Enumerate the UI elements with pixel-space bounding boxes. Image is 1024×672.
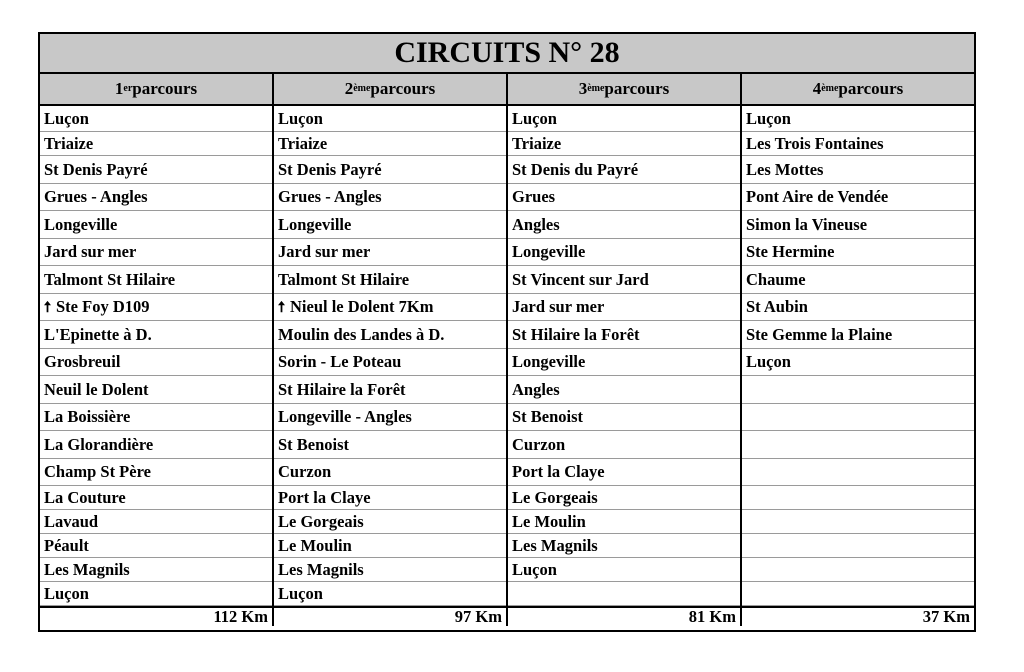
- header-number: 2: [344, 79, 354, 98]
- table-row: [40, 132, 272, 156]
- stop-name: Jard sur mer: [512, 297, 605, 316]
- header-label: parcours: [838, 79, 904, 98]
- stop-name: Lavaud: [44, 511, 99, 531]
- table-row: [742, 106, 974, 132]
- table-row: [40, 294, 272, 321]
- table-row: [40, 266, 272, 294]
- table-row: [742, 321, 974, 349]
- table-row: [742, 558, 974, 582]
- route-column-4: [742, 106, 974, 606]
- stop-name: Le Moulin: [278, 535, 352, 555]
- table-row: [274, 486, 506, 510]
- stop-name: St Benoist: [278, 434, 350, 454]
- table-title: CIRCUITS N° 28: [40, 34, 974, 74]
- column-header-1: [40, 74, 274, 104]
- table-body: [40, 106, 974, 606]
- arrow-up-icon: [278, 300, 285, 313]
- table-row: [274, 211, 506, 239]
- header-number: 1: [114, 79, 124, 98]
- stop-name: Luçon: [278, 583, 323, 603]
- distance-total: 97 Km: [274, 608, 508, 626]
- table-row: [742, 510, 974, 534]
- table-row: [274, 431, 506, 459]
- stop-name: Le Gorgeais: [278, 511, 364, 531]
- stop-name: L'Epinette à D.: [44, 324, 152, 344]
- stop-name: Grues - Angles: [278, 187, 382, 206]
- stop-name: Curzon: [278, 462, 332, 481]
- stop-name: Longeville: [512, 352, 586, 371]
- table-row: [508, 534, 740, 558]
- table-row: [742, 486, 974, 510]
- table-row: [508, 239, 740, 266]
- header-superscript: ème: [587, 82, 605, 94]
- stop-name: Port la Claye: [278, 487, 371, 507]
- table-row: [742, 431, 974, 459]
- stop-name: Le Gorgeais: [512, 487, 598, 507]
- table-row: [40, 486, 272, 510]
- stop-name: Sorin - Le Poteau: [278, 352, 402, 371]
- table-row: [40, 431, 272, 459]
- stop-name: Luçon: [278, 108, 323, 128]
- route-column-1: [40, 106, 274, 606]
- table-row: [508, 156, 740, 184]
- stop-name: Les Magnils: [44, 559, 130, 579]
- table-row: [274, 266, 506, 294]
- stop-name: Simon la Vineuse: [746, 214, 868, 234]
- table-row: [274, 132, 506, 156]
- stop-name: Triaize: [44, 133, 94, 153]
- stop-name: Longeville - Angles: [278, 407, 412, 426]
- table-row: [742, 459, 974, 486]
- table-row: [508, 106, 740, 132]
- table-row: [742, 211, 974, 239]
- table-row: [274, 459, 506, 486]
- table-row: [40, 404, 272, 431]
- stop-name: Talmont St Hilaire: [44, 269, 176, 289]
- table-row: [274, 404, 506, 431]
- distance-total: 112 Km: [40, 608, 274, 626]
- column-header-2: [274, 74, 508, 104]
- table-row: [274, 534, 506, 558]
- route-column-3: [508, 106, 742, 606]
- column-header-3: [508, 74, 742, 104]
- table-row: [508, 184, 740, 211]
- distance-total: 37 Km: [922, 607, 970, 626]
- table-row: [508, 582, 740, 606]
- table-row: [508, 321, 740, 349]
- table-row: [274, 106, 506, 132]
- table-row: [742, 239, 974, 266]
- header-label: parcours: [370, 79, 436, 98]
- table-row: [742, 404, 974, 431]
- table-row: [40, 459, 272, 486]
- table-row: [40, 156, 272, 184]
- table-row: [742, 534, 974, 558]
- table-row: [508, 510, 740, 534]
- stop-name: Les Magnils: [512, 535, 598, 555]
- stop-name: St Denis Payré: [44, 159, 148, 179]
- header-number: 4: [812, 79, 822, 98]
- stop-name: Grosbreuil: [44, 352, 121, 371]
- stop-name: Luçon: [512, 108, 557, 128]
- stop-name: Ste Hermine: [746, 242, 835, 261]
- table-row: [508, 266, 740, 294]
- stop-name: St Denis du Payré: [512, 159, 639, 179]
- table-row: [40, 211, 272, 239]
- stop-name: La Glorandière: [44, 434, 154, 454]
- table-row: [40, 321, 272, 349]
- table-row: [508, 431, 740, 459]
- table-row: [40, 534, 272, 558]
- header-superscript: ème: [821, 82, 839, 94]
- table-row: [40, 376, 272, 404]
- arrow-up-icon: [44, 300, 51, 313]
- table-row: [742, 132, 974, 156]
- table-row: [508, 486, 740, 510]
- table-row: [508, 211, 740, 239]
- stop-name: Luçon: [44, 108, 89, 128]
- stop-name: Le Moulin: [512, 511, 586, 531]
- stop-name: La Couture: [44, 487, 126, 507]
- table-row: [274, 239, 506, 266]
- table-row: [274, 294, 506, 321]
- stop-name: Angles: [512, 379, 560, 399]
- stop-name: Champ St Père: [44, 462, 151, 481]
- table-row: [508, 349, 740, 376]
- table-row: [508, 294, 740, 321]
- header-row: [40, 74, 974, 106]
- table-row: [742, 156, 974, 184]
- stop-name: Longeville: [44, 214, 118, 234]
- stop-name: Luçon: [44, 583, 89, 603]
- stop-name: Port la Claye: [512, 462, 605, 481]
- table-row: [274, 349, 506, 376]
- table-row: [742, 294, 974, 321]
- table-row: [274, 156, 506, 184]
- table-row: [742, 266, 974, 294]
- table-row: [742, 349, 974, 376]
- stop-name: Angles: [512, 214, 560, 234]
- table-row: [508, 132, 740, 156]
- stop-name: Ste Gemme la Plaine: [746, 324, 893, 344]
- totals-row: [40, 606, 974, 626]
- stop-name: Talmont St Hilaire: [278, 269, 410, 289]
- stop-name: Pont Aire de Vendée: [746, 187, 889, 206]
- table-row: [742, 376, 974, 404]
- table-row: [742, 184, 974, 211]
- stop-name: Les Magnils: [278, 559, 364, 579]
- table-row: [40, 184, 272, 211]
- stop-name: Péault: [44, 535, 89, 555]
- column-header-4: [742, 74, 974, 104]
- stop-name: La Boissière: [44, 407, 131, 426]
- table-row: [508, 376, 740, 404]
- table-row: [40, 582, 272, 606]
- stop-name: Jard sur mer: [44, 242, 137, 261]
- table-row: [508, 404, 740, 431]
- table-row: [40, 239, 272, 266]
- stop-name: Neuil le Dolent: [44, 379, 149, 399]
- stop-name: Longeville: [278, 214, 352, 234]
- table-row: [274, 376, 506, 404]
- table-row: [40, 558, 272, 582]
- stop-name: St Vincent sur Jard: [512, 269, 649, 289]
- header-label: parcours: [604, 79, 670, 98]
- header-label: parcours: [132, 79, 198, 98]
- stop-name: Jard sur mer: [278, 242, 371, 261]
- stop-name: St Aubin: [746, 297, 808, 316]
- stop-name: Triaize: [512, 133, 562, 153]
- stop-name: Longeville: [512, 242, 586, 261]
- stop-name: Grues: [512, 187, 556, 206]
- table-row: [274, 582, 506, 606]
- stop-name: St Benoist: [512, 407, 584, 426]
- table-row: [274, 510, 506, 534]
- table-row: [274, 184, 506, 211]
- header-number: 3: [578, 79, 588, 98]
- stop-name: Nieul le Dolent 7Km: [290, 297, 434, 316]
- stop-name: Luçon: [746, 108, 791, 128]
- table-row: [508, 558, 740, 582]
- stop-name: Moulin des Landes à D.: [278, 324, 445, 344]
- stop-name: Luçon: [746, 352, 791, 371]
- table-row: [508, 459, 740, 486]
- table-row: [40, 510, 272, 534]
- table-row: [40, 106, 272, 132]
- table-row: [742, 582, 974, 606]
- header-superscript: er: [123, 82, 133, 94]
- route-column-2: [274, 106, 508, 606]
- table-row: [274, 321, 506, 349]
- header-superscript: ème: [353, 82, 371, 94]
- table-row: [274, 558, 506, 582]
- stop-name: Les Trois Fontaines: [746, 133, 884, 153]
- stop-name: Triaize: [278, 133, 328, 153]
- stop-name: St Hilaire la Forêt: [278, 379, 406, 399]
- stop-name: Les Mottes: [746, 159, 824, 179]
- stop-name: Luçon: [512, 559, 557, 579]
- circuits-table: [38, 32, 976, 632]
- stop-name: Chaume: [746, 269, 806, 289]
- distance-total: 81 Km: [508, 608, 742, 626]
- stop-name: Ste Foy D109: [56, 297, 150, 316]
- stop-name: St Hilaire la Forêt: [512, 324, 640, 344]
- stop-name: Grues - Angles: [44, 187, 148, 206]
- stop-name: St Denis Payré: [278, 159, 382, 179]
- table-row: [40, 349, 272, 376]
- stop-name: Curzon: [512, 434, 566, 454]
